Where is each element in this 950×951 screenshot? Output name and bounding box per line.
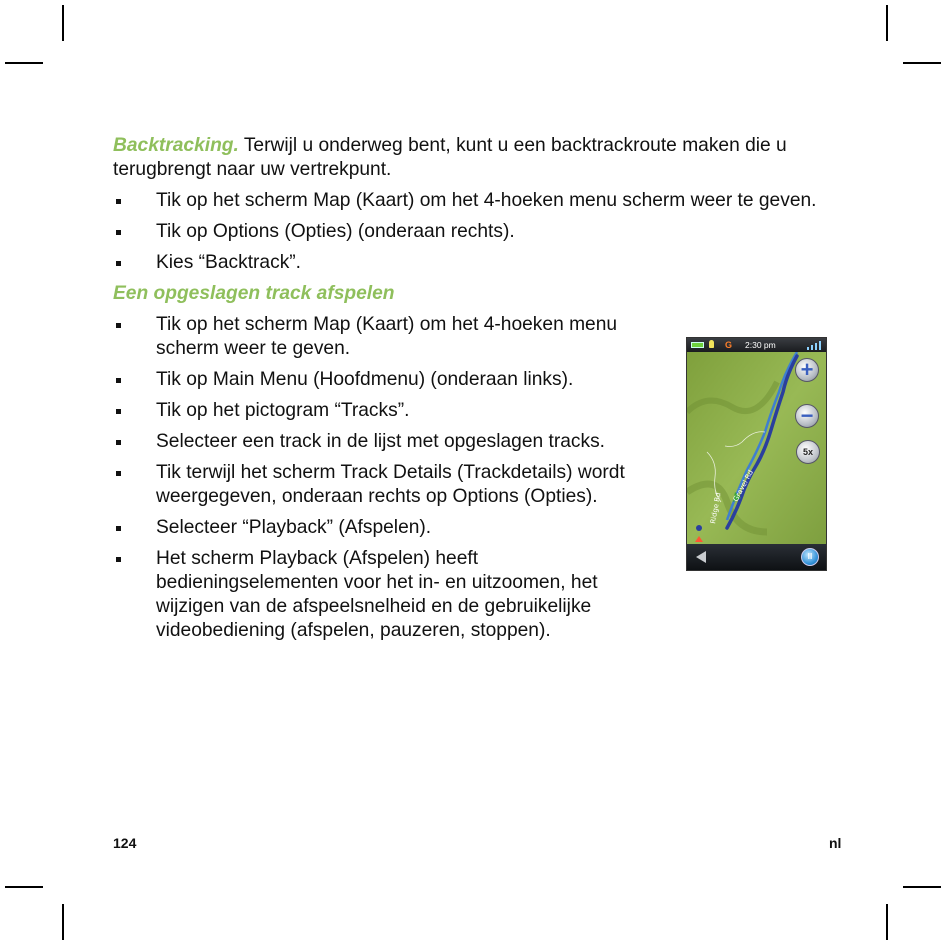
backtracking-lead: Backtracking.	[113, 135, 239, 156]
list-item: Tik terwijl het scherm Track Details (Trackdetails) wordt weergegeven, onderaan rechts op Options (Opties).	[113, 461, 646, 509]
backlight-icon	[709, 340, 714, 348]
status-time: 2:30 pm	[745, 340, 776, 350]
list-item: Selecteer een track in de lijst met opgeslagen tracks.	[113, 430, 676, 454]
section-title-playback: Een opgeslagen track afspelen	[113, 283, 395, 304]
pause-button[interactable]: II	[801, 548, 819, 566]
zoom-level-badge[interactable]: 5x	[796, 440, 820, 464]
crop-mark-top-left-h	[5, 62, 43, 64]
crop-mark-bottom-left-h	[5, 886, 43, 888]
crop-mark-bottom-left-v	[62, 904, 64, 940]
gps-status-icon: G	[725, 340, 733, 350]
list-item: Tik op het pictogram “Tracks”.	[113, 399, 646, 423]
crop-mark-bottom-right-h	[903, 886, 941, 888]
list-item: Tik op het scherm Map (Kaart) om het 4-hoeken menu scherm weer te geven.	[113, 313, 646, 361]
signal-strength-icon	[807, 341, 821, 350]
list-item: Kies “Backtrack”.	[113, 251, 843, 275]
crop-mark-top-right-h	[903, 62, 941, 64]
backtracking-paragraph	[113, 134, 843, 182]
crop-mark-top-left-v	[62, 5, 64, 41]
list-item: Tik op het scherm Map (Kaart) om het 4-hoeken menu scherm weer te geven.	[113, 189, 843, 213]
backtracking-steps	[113, 189, 843, 275]
road-label: Gravel Rd	[731, 468, 755, 503]
map-view[interactable]	[687, 352, 826, 544]
list-item: Tik op Main Menu (Hoofdmenu) (onderaan links).	[113, 368, 646, 392]
status-bar	[687, 338, 826, 352]
page-number: 124	[113, 835, 137, 851]
crop-mark-bottom-right-v	[886, 904, 888, 940]
zoom-out-button[interactable]: −	[795, 404, 819, 428]
list-item: Tik op Options (Opties) (onderaan rechts).	[113, 220, 843, 244]
battery-icon	[691, 342, 704, 348]
list-item: Selecteer “Playback” (Afspelen).	[113, 516, 646, 540]
crop-mark-top-right-v	[886, 5, 888, 41]
list-item: Het scherm Playback (Afspelen) heeft bedieningselementen voor het in- en uitzoomen, het wijzigen van de afspeelsnelheid en de gebruikelijke videobediening (afspelen, pauzeren, stoppen).	[113, 547, 636, 643]
bottom-bar	[687, 544, 826, 570]
zoom-in-button[interactable]: +	[795, 358, 819, 382]
device-screenshot	[686, 337, 827, 571]
back-arrow-icon[interactable]	[696, 551, 706, 563]
language-code: nl	[829, 835, 842, 851]
road-label: Ridge Rd	[709, 491, 723, 525]
backtracking-text: Terwijl u onderweg bent, kunt u een backtrackroute maken die u terugbrengt naar uw vertrekpunt.	[113, 135, 787, 180]
